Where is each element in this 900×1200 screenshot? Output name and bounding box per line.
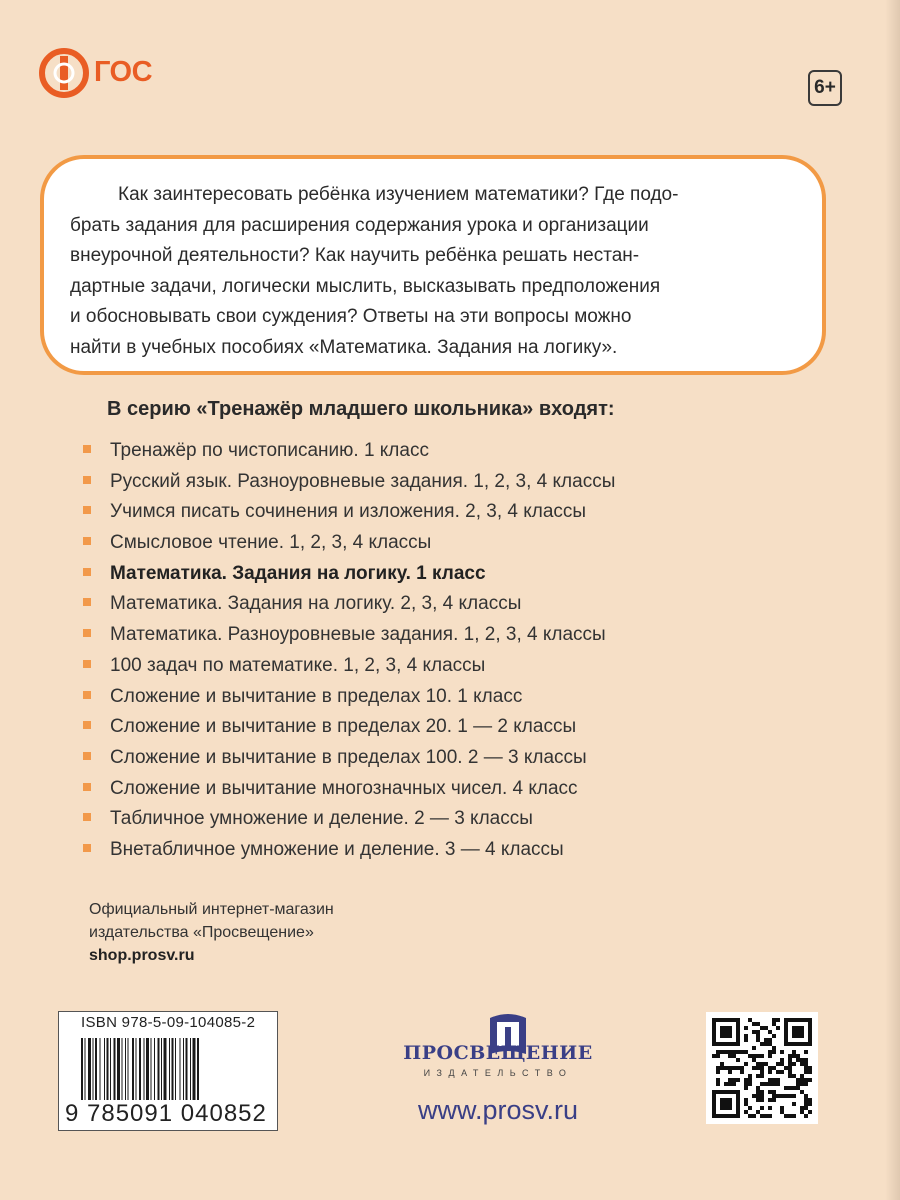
series-heading: В серию «Тренажёр младшего школьника» входят: <box>107 398 615 420</box>
bullet-icon <box>83 445 91 453</box>
bullet-icon <box>83 813 91 821</box>
bullet-icon <box>83 568 91 576</box>
series-item: Математика. Задания на логику. 2, 3, 4 классы <box>80 589 820 620</box>
qr-code[interactable] <box>706 1012 818 1124</box>
shop-line-2: издательства «Просвещение» <box>89 924 314 941</box>
age-rating-badge: 6+ <box>808 70 842 106</box>
bullet-icon <box>83 752 91 760</box>
publisher-url-link[interactable]: www.prosv.ru <box>417 1095 579 1125</box>
bullet-icon <box>83 476 91 484</box>
series-list <box>80 436 820 866</box>
intro-line: дартные задачи, логически мыслить, высказывать предположения <box>70 275 661 297</box>
isbn-label: ISBN 978-5-09-104085-2 <box>81 1014 256 1031</box>
publisher-name: ПРОСВЕЩЕНИЕ <box>403 1042 593 1064</box>
series-item: Смысловое чтение. 1, 2, 3, 4 классы <box>80 528 820 559</box>
intro-line: и обосновывать свои суждения? Ответы на эти вопросы можно <box>70 306 632 327</box>
intro-line: внеурочной деятельности? Как научить ребёнка решать нестан- <box>70 245 640 266</box>
bullet-icon <box>83 721 91 729</box>
bullet-icon <box>83 783 91 791</box>
publisher-subtitle: ИЗДАТЕЛЬСТВО <box>423 1068 573 1078</box>
shop-info <box>89 898 334 967</box>
bullet-icon <box>83 537 91 545</box>
fgos-logo <box>38 46 153 100</box>
barcode-bars-icon <box>79 1038 269 1100</box>
shop-url-link[interactable]: shop.prosv.ru <box>89 947 195 964</box>
series-item: Тренажёр по чистописанию. 1 класс <box>80 436 820 467</box>
barcode-digits: 9 785091 040852 <box>65 1100 267 1127</box>
series-item: Русский язык. Разноуровневые задания. 1, 2, 3, 4 классы <box>80 467 820 498</box>
series-item: 100 задач по математике. 1, 2, 3, 4 классы <box>80 651 820 682</box>
bullet-icon <box>83 506 91 514</box>
series-item: Внетабличное умножение и деление. 3 — 4 классы <box>80 835 820 866</box>
series-item: Учимся писать сочинения и изложения. 2, 3, 4 классы <box>80 497 820 528</box>
intro-line: Как заинтересовать ребёнка изучением математики? Где подо- <box>118 184 679 205</box>
isbn-barcode <box>58 1011 278 1131</box>
bullet-icon <box>83 660 91 668</box>
shop-line-1: Официальный интернет-магазин <box>89 901 334 918</box>
fgos-emblem-icon <box>38 46 94 100</box>
bullet-icon <box>83 691 91 699</box>
series-item: Сложение и вычитание в пределах 20. 1 — 2 классы <box>80 712 820 743</box>
intro-line: брать задания для расширения содержания урока и организации <box>70 214 649 236</box>
series-item: Сложение и вычитание в пределах 100. 2 — 3 классы <box>80 743 820 774</box>
bullet-icon <box>83 598 91 606</box>
series-item: Математика. Разноуровневые задания. 1, 2, 3, 4 классы <box>80 620 820 651</box>
series-item-current: Математика. Задания на логику. 1 класс <box>80 559 820 590</box>
series-item: Сложение и вычитание многозначных чисел. 4 класс <box>80 774 820 805</box>
series-item: Табличное умножение и деление. 2 — 3 классы <box>80 804 820 835</box>
series-item: Сложение и вычитание в пределах 10. 1 класс <box>80 682 820 713</box>
bullet-icon <box>83 844 91 852</box>
fgos-logo-text: ГОС <box>94 56 153 88</box>
intro-line: найти в учебных пособиях «Математика. Задания на логику». <box>70 336 618 358</box>
intro-text <box>70 180 790 363</box>
qr-code-icon <box>712 1018 812 1118</box>
bullet-icon <box>83 629 91 637</box>
page-edge-shadow <box>885 0 900 1200</box>
